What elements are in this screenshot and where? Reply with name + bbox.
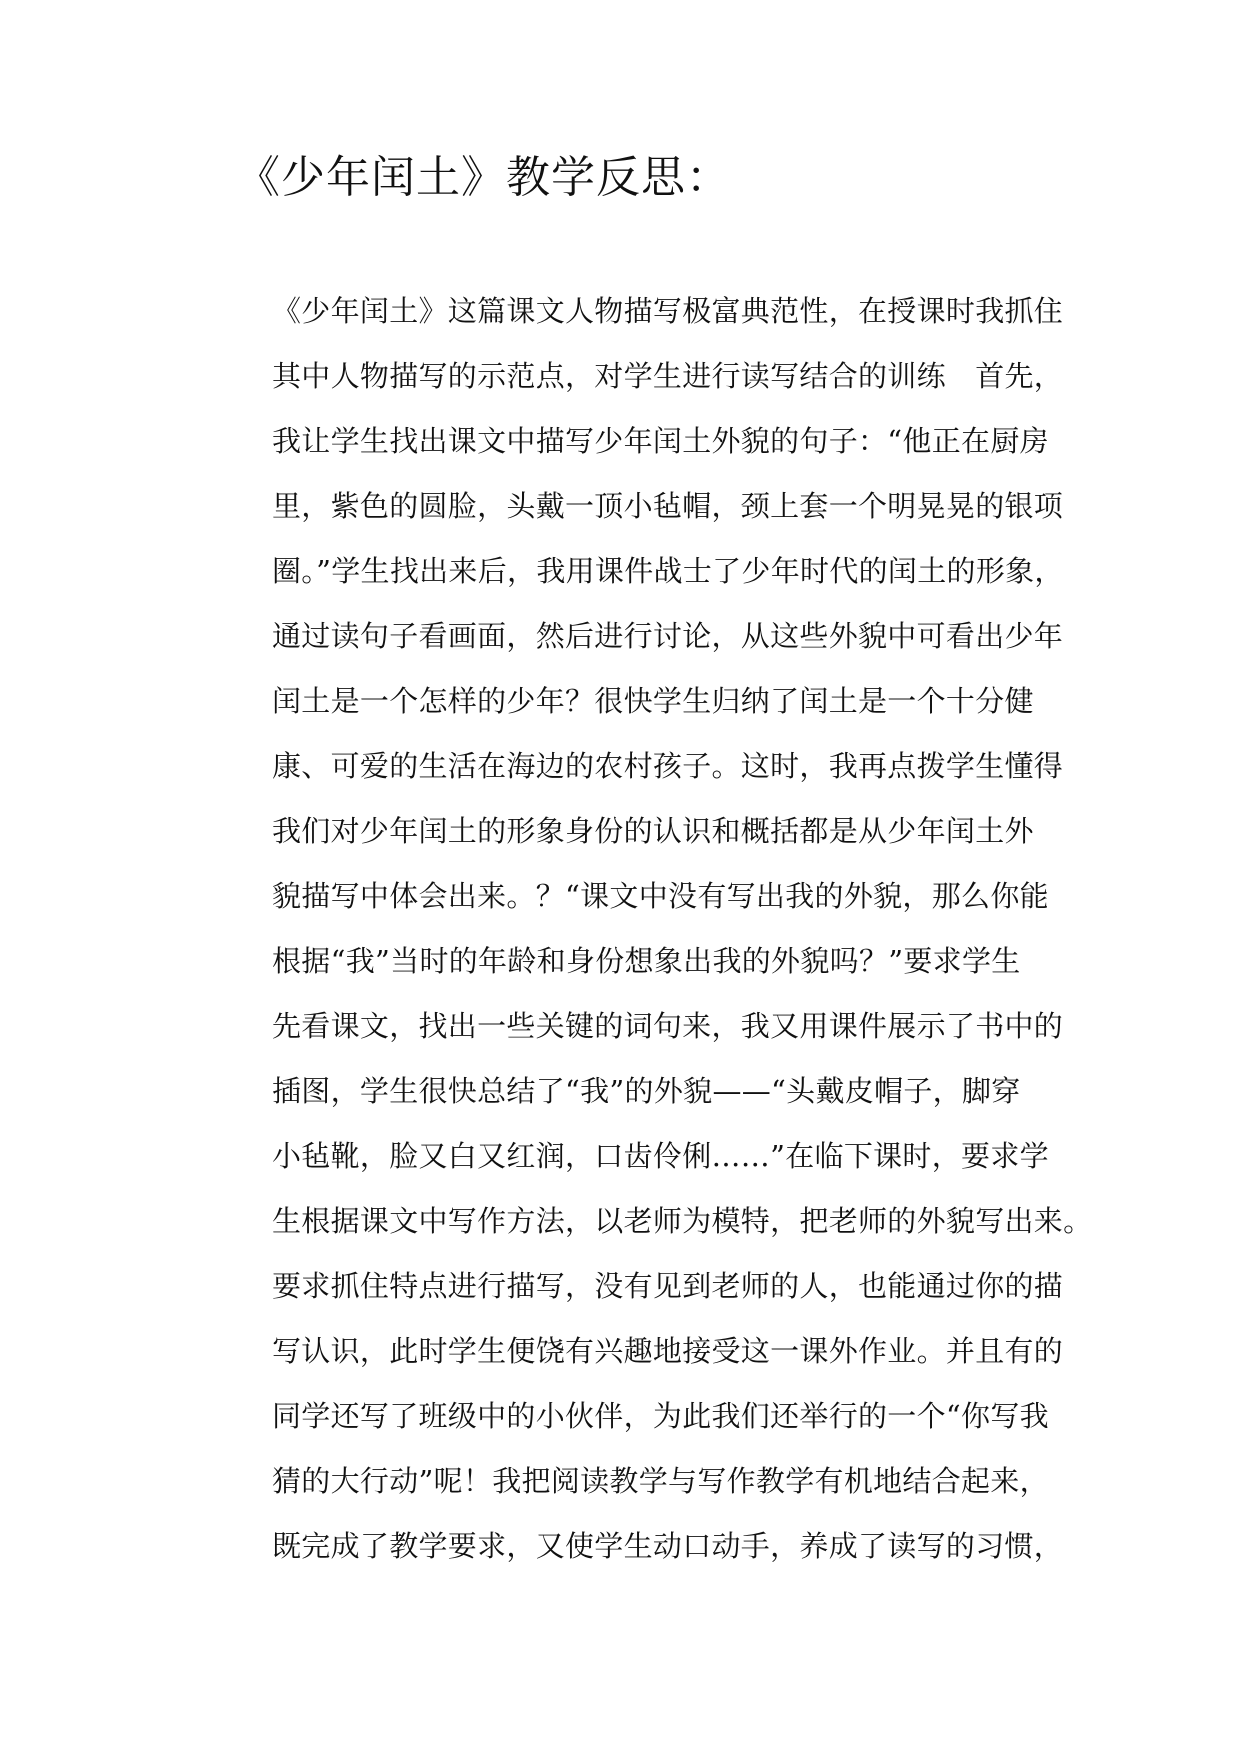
body-line: 我让学生找出课文中描写少年闰土外貌的句子：“他正在厨房 — [272, 424, 1049, 458]
body-line: 根据“我”当时的年龄和身份想象出我的外貌吗？”要求学生 — [272, 944, 1021, 978]
body-line: 圈。”学生找出来后，我用课件战士了少年时代的闰土的形象， — [272, 554, 1064, 588]
body-line: 闰土是一个怎样的少年？很快学生归纳了闰土是一个十分健 — [272, 684, 1034, 718]
body-line: 要求抓住特点进行描写，没有见到老师的人，也能通过你的描 — [272, 1269, 1064, 1303]
body-line: 写认识，此时学生便饶有兴趣地接受这一课外作业。并且有的 — [272, 1334, 1064, 1368]
body-line: 小毡靴，脸又白又红润，口齿伶俐……”在临下课时，要求学 — [272, 1139, 1049, 1173]
document-body — [272, 290, 1093, 1590]
body-line: 既完成了教学要求，又使学生动口动手，养成了读写的习惯， — [272, 1529, 1064, 1563]
body-line: 生根据课文中写作方法，以老师为模特，把老师的外貌写出来。 — [272, 1204, 1093, 1238]
body-line: 我们对少年闰土的形象身份的认识和概括都是从少年闰土外 — [272, 814, 1034, 848]
body-line: 先看课文，找出一些关键的词句来，我又用课件展示了书中的 — [272, 1009, 1064, 1043]
body-line: 同学还写了班级中的小伙伴，为此我们还举行的一个“你写我 — [272, 1399, 1049, 1433]
body-line: 貌描写中体会出来。？“课文中没有写出我的外貌，那么你能 — [272, 879, 1049, 913]
body-line: 其中人物描写的示范点，对学生进行读写结合的训练 首先， — [272, 359, 1064, 393]
body-line: 《少年闰土》这篇课文人物描写极富典范性，在授课时我抓住 — [272, 294, 1064, 328]
body-line: 康、可爱的生活在海边的农村孩子。这时，我再点拨学生懂得 — [272, 749, 1064, 783]
body-line: 猜的大行动”呢！我把阅读教学与写作教学有机地结合起来， — [272, 1464, 1049, 1498]
document-title: 《少年闰土》教学反思： — [236, 152, 731, 203]
body-line: 插图，学生很快总结了“我”的外貌——“头戴皮帽子，脚穿 — [272, 1074, 1021, 1108]
body-line: 里，紫色的圆脸，头戴一顶小毡帽，颈上套一个明晃晃的银项 — [272, 489, 1064, 523]
body-line: 通过读句子看画面，然后进行讨论，从这些外貌中可看出少年 — [272, 619, 1064, 653]
